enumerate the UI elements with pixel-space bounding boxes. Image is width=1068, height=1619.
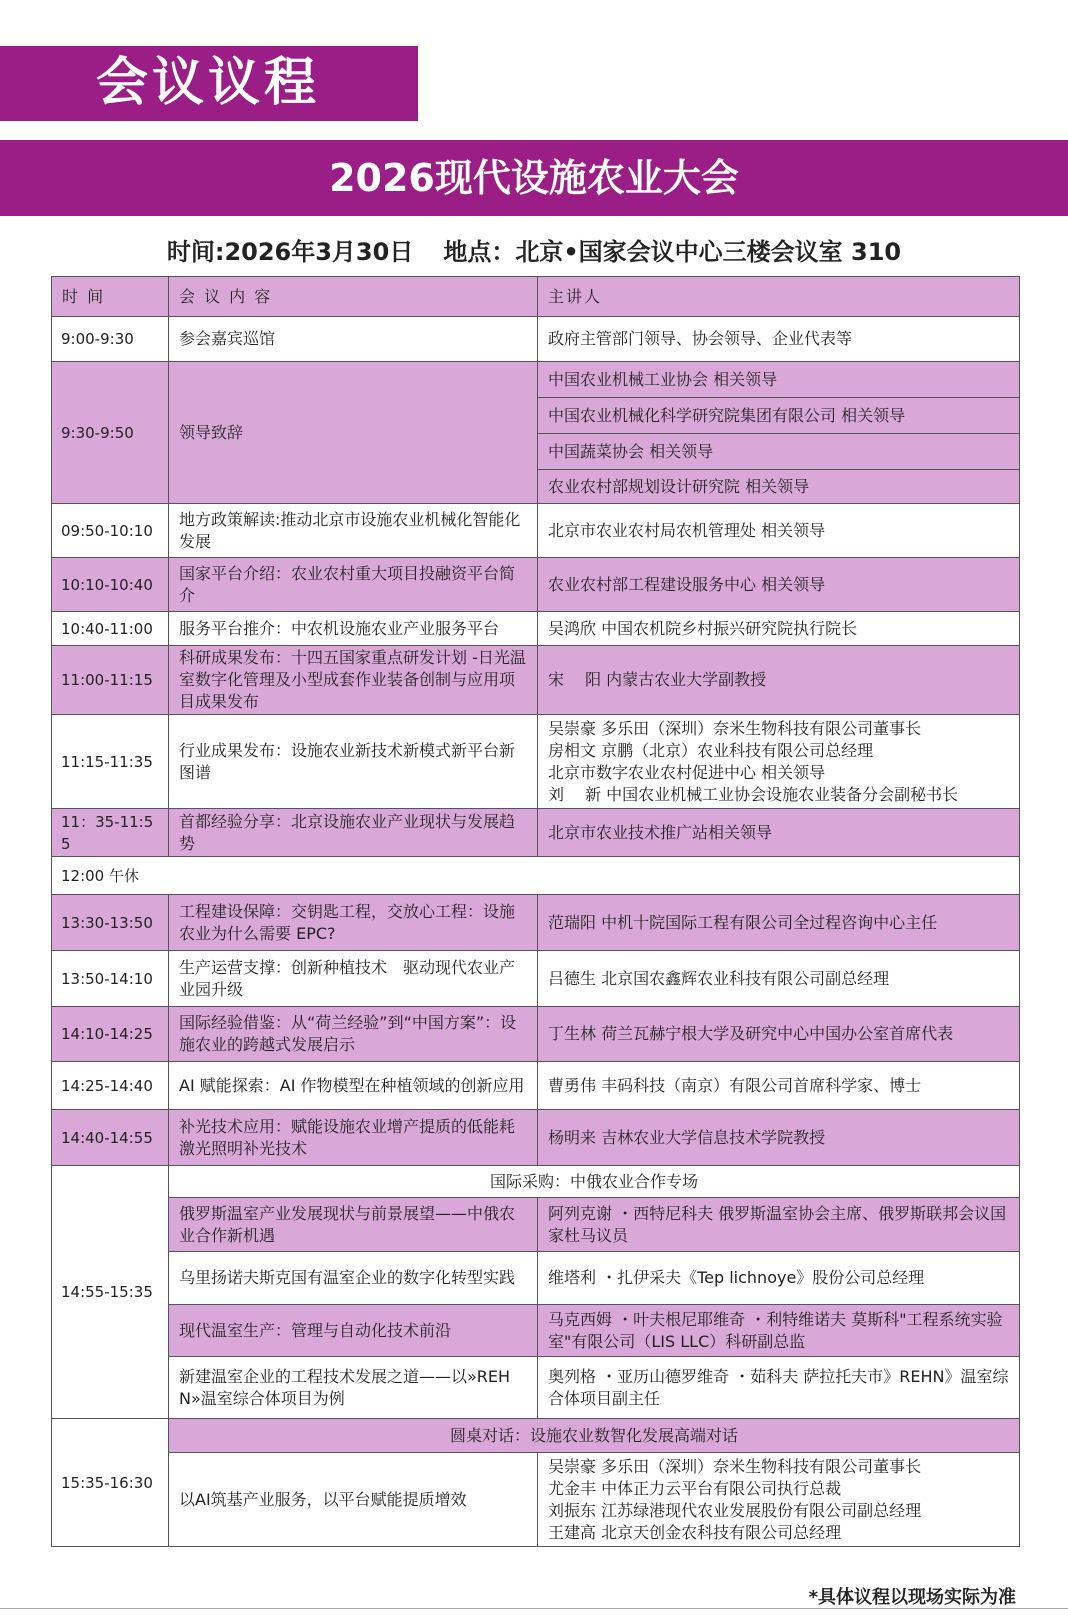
speaker-cell: 宋 阳 内蒙古农业大学副教授: [538, 646, 1020, 715]
speaker-cell: 范瑞阳 中机十院国际工程有限公司全过程咨询中心主任: [538, 895, 1020, 951]
time-cell: 14:55-15:35: [52, 1166, 169, 1419]
speaker-cell: 吴鸿欣 中国农机院乡村振兴研究院执行院长: [538, 612, 1020, 646]
speaker-line: 吴崇豪 多乐田（深圳）奈米生物科技有限公司董事长: [548, 718, 922, 738]
speaker-cell: 农业农村部规划设计研究院 相关领导: [538, 470, 1020, 504]
time-cell: 14:25-14:40: [52, 1062, 169, 1110]
event-time: 时间:2026年3月30日: [166, 238, 414, 266]
time-cell: 14:40-14:55: [52, 1110, 169, 1166]
table-row: [52, 317, 1020, 362]
header-time: 时 间: [52, 277, 169, 317]
time-location-line: [0, 232, 1068, 267]
time-cell: 13:30-13:50: [52, 895, 169, 951]
speaker-cell: [538, 1453, 1020, 1547]
table-row: [52, 612, 1020, 646]
speaker-line: 房相文 京鹏（北京）农业科技有限公司总经理: [548, 740, 874, 760]
table-row: [52, 504, 1020, 558]
time-cell: 11：35-11:55: [52, 809, 169, 857]
speaker-cell: 阿列克谢 ・西特尼科夫 俄罗斯温室协会主席、俄罗斯联邦会议国家杜马议员: [538, 1198, 1020, 1252]
conference-name-banner: 2026现代设施农业大会: [0, 140, 1068, 216]
time-cell: 09:50-10:10: [52, 504, 169, 558]
content-cell: 新建温室企业的工程技术发展之道——以»REHN»温室综合体项目为例: [169, 1357, 538, 1419]
session-title: 圆桌对话：设施农业数智化发展高端对话: [169, 1419, 1020, 1453]
speaker-cell: 中国蔬菜协会 相关领导: [538, 434, 1020, 470]
speaker-cell: 农业农村部工程建设服务中心 相关领导: [538, 558, 1020, 612]
content-cell: 国际经验借鉴：从“荷兰经验”到“中国方案”：设施农业的跨越式发展启示: [169, 1007, 538, 1062]
table-row: [52, 646, 1020, 715]
speaker-cell: 中国农业机械化科学研究院集团有限公司 相关领导: [538, 398, 1020, 434]
header-content: 会 议 内 容: [169, 277, 538, 317]
content-cell: 现代温室生产：管理与自动化技术前沿: [169, 1305, 538, 1357]
content-cell: 工程建设保障：交钥匙工程，交放心工程：设施农业为什么需要 EPC?: [169, 895, 538, 951]
agenda-title-banner: 会议议程: [0, 46, 418, 121]
content-cell: 生产运营支撑：创新种植技术 驱动现代农业产业园升级: [169, 951, 538, 1007]
time-cell: 11:15-11:35: [52, 715, 169, 809]
table-row: [52, 1198, 1020, 1252]
content-cell: 以AI筑基产业服务，以平台赋能提质增效: [169, 1453, 538, 1547]
table-row: [52, 857, 1020, 895]
bottom-divider: [0, 1608, 1068, 1609]
speaker-cell: 曹勇伟 丰码科技（南京）有限公司首席科学家、博士: [538, 1062, 1020, 1110]
time-cell: 10:10-10:40: [52, 558, 169, 612]
table-header-row: [52, 277, 1020, 317]
table-row: [52, 1252, 1020, 1305]
speaker-cell: 北京市农业技术推广站相关领导: [538, 809, 1020, 857]
table-row: [52, 1453, 1020, 1547]
table-row: [52, 809, 1020, 857]
content-cell: 国家平台介绍：农业农村重大项目投融资平台简介: [169, 558, 538, 612]
event-location: 地点：北京•国家会议中心三楼会议室 310: [443, 238, 902, 266]
lunch-break-cell: 12:00 午休: [52, 857, 1020, 895]
speaker-cell: 政府主管部门领导、协会领导、企业代表等: [538, 317, 1020, 362]
speaker-cell: 维塔利 ・扎伊采夫《Tep lichnoye》股份公司总经理: [538, 1252, 1020, 1305]
table-row: [52, 362, 1020, 398]
content-cell: AI 赋能探索：AI 作物模型在种植领域的创新应用: [169, 1062, 538, 1110]
content-cell: 行业成果发布：设施农业新技术新模式新平台新图谱: [169, 715, 538, 809]
content-cell: 俄罗斯温室产业发展现状与前景展望——中俄农业合作新机遇: [169, 1198, 538, 1252]
content-cell: 补光技术应用：赋能设施农业增产提质的低能耗激光照明补光技术: [169, 1110, 538, 1166]
content-cell: 科研成果发布：十四五国家重点研发计划 -日光温室数字化管理及小型成套作业装备创制与应用项目成果发布: [169, 646, 538, 715]
speaker-cell: 丁生林 荷兰瓦赫宁根大学及研究中心中国办公室首席代表: [538, 1007, 1020, 1062]
time-cell: 15:35-16:30: [52, 1419, 169, 1547]
speaker-line: 尤金丰 中体正力云平台有限公司执行总裁: [548, 1478, 842, 1498]
table-row: [52, 1062, 1020, 1110]
agenda-table: [51, 276, 1020, 1547]
session-title: 国际采购：中俄农业合作专场: [169, 1166, 1020, 1198]
speaker-line: 吴崇豪 多乐田（深圳）奈米生物科技有限公司董事长: [548, 1456, 922, 1476]
time-cell: 14:10-14:25: [52, 1007, 169, 1062]
speaker-line: 北京市数字农业农村促进中心 相关领导: [548, 762, 826, 782]
table-row: [52, 1166, 1020, 1198]
table-row: [52, 1007, 1020, 1062]
table-row: [52, 1357, 1020, 1419]
content-cell: 乌里扬诺夫斯克国有温室企业的数字化转型实践: [169, 1252, 538, 1305]
table-row: [52, 1110, 1020, 1166]
content-cell: 领导致辞: [169, 362, 538, 504]
time-cell: 13:50-14:10: [52, 951, 169, 1007]
speaker-cell: 杨明来 吉林农业大学信息技术学院教授: [538, 1110, 1020, 1166]
table-row: [52, 895, 1020, 951]
speaker-cell: 奥列格 ・亚历山德罗维奇 ・茹科夫 萨拉托夫市》REHN》温室综合体项目副主任: [538, 1357, 1020, 1419]
table-row: [52, 715, 1020, 809]
table-row: [52, 951, 1020, 1007]
content-cell: 参会嘉宾巡馆: [169, 317, 538, 362]
time-cell: 11:00-11:15: [52, 646, 169, 715]
speaker-line: 刘振东 江苏绿港现代农业发展股份有限公司副总经理: [548, 1500, 922, 1520]
time-cell: 10:40-11:00: [52, 612, 169, 646]
content-cell: 服务平台推介：中农机设施农业产业服务平台: [169, 612, 538, 646]
speaker-line: 王建高 北京天创金农科技有限公司总经理: [548, 1522, 842, 1542]
table-row: [52, 1305, 1020, 1357]
content-cell: 地方政策解读:推动北京市设施农业机械化智能化发展: [169, 504, 538, 558]
content-cell: 首都经验分享：北京设施农业产业现状与发展趋势: [169, 809, 538, 857]
table-row: [52, 558, 1020, 612]
speaker-cell: 马克西姆 ・叶夫根尼耶维奇 ・利特维诺夫 莫斯科"工程系统实验室"有限公司（LIS LLC）科研副总监: [538, 1305, 1020, 1357]
speaker-cell: 中国农业机械工业协会 相关领导: [538, 362, 1020, 398]
speaker-cell: 吕德生 北京国农鑫辉农业科技有限公司副总经理: [538, 951, 1020, 1007]
speaker-line: 刘 新 中国农业机械工业协会设施农业装备分会副秘书长: [548, 784, 959, 804]
footnote: *具体议程以现场实际为准: [808, 1587, 1016, 1608]
speaker-cell: [538, 715, 1020, 809]
speaker-cell: 北京市农业农村局农机管理处 相关领导: [538, 504, 1020, 558]
table-row: [52, 1419, 1020, 1453]
time-cell: 9:00-9:30: [52, 317, 169, 362]
time-cell: 9:30-9:50: [52, 362, 169, 504]
header-speaker: 主讲人: [538, 277, 1020, 317]
